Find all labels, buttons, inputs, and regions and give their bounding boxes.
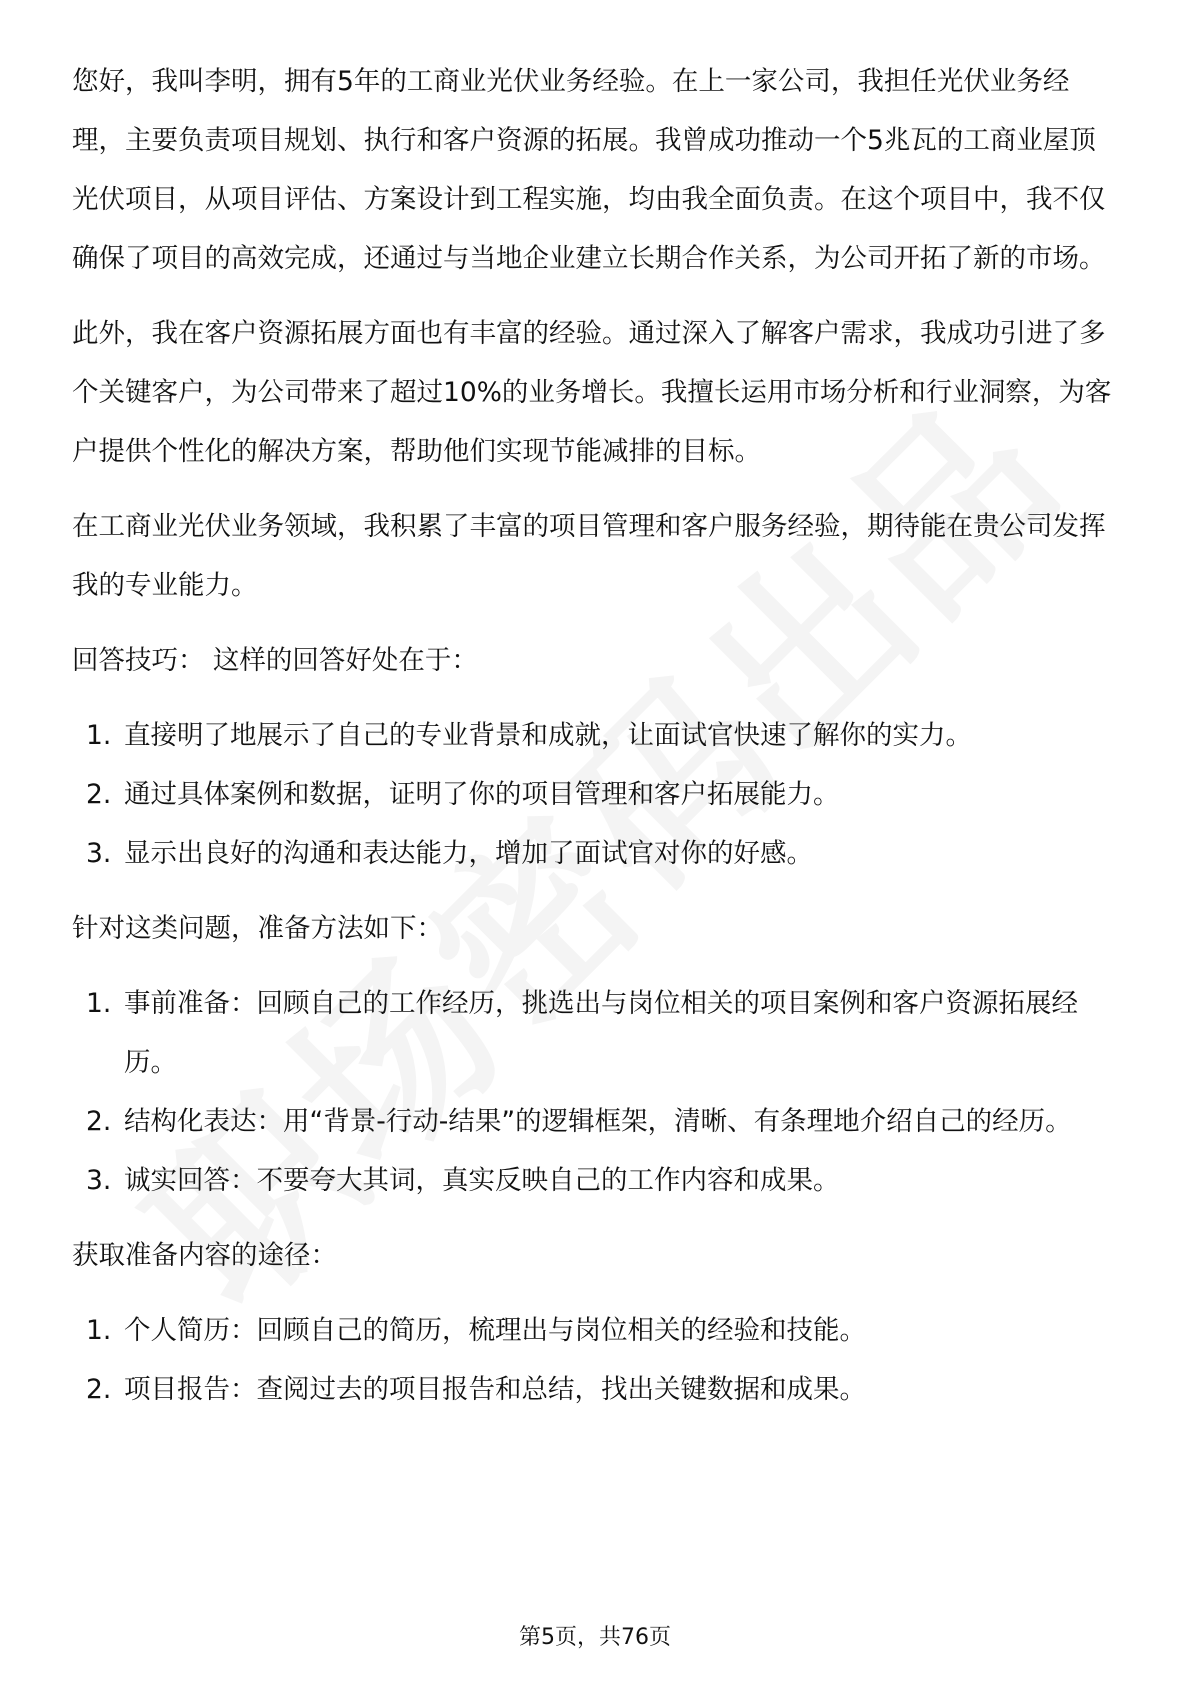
list-number: 1.: [86, 720, 112, 751]
list-item: [72, 1301, 1122, 1360]
list-item: [72, 974, 1122, 1092]
list-text: 项目报告：查阅过去的项目报告和总结，找出关键数据和成果。: [124, 1374, 866, 1405]
paragraph-client: 此外，我在客户资源拓展方面也有丰富的经验。通过深入了解客户需求，我成功引进了多个关键客户，为公司带来了超过10%的业务增长。我擅长运用市场分析和行业洞察，为客户提供个性化的解决方案，帮助他们实现节能减排的目标。: [72, 318, 1112, 467]
list-number: 1.: [86, 1315, 112, 1346]
page-number: 第5页，共76页: [519, 1625, 671, 1650]
paragraph-intro: 您好，我叫李明，拥有5年的工商业光伏业务经验。在上一家公司，我担任光伏业务经理，主要负责项目规划、执行和客户资源的拓展。我曾成功推动一个5兆瓦的工商业屋顶光伏项目，从项目评估、方案设计到工程实施，均由我全面负责。在这个项目中，我不仅确保了项目的高效完成，还通过与当地企业建立长期合作关系，为公司开拓了新的市场。: [72, 66, 1106, 274]
list-text: 通过具体案例和数据，证明了你的项目管理和客户拓展能力。: [124, 779, 840, 810]
list-text: 直接明了地展示了自己的专业背景和成就，让面试官快速了解你的实力。: [124, 720, 972, 751]
list-text: 显示出良好的沟通和表达能力，增加了面试官对你的好感。: [124, 838, 813, 869]
list-number: 2.: [86, 779, 112, 810]
section-heading-sources: 获取准备内容的途径：: [72, 1240, 337, 1271]
list-text: 个人简历：回顾自己的简历，梳理出与岗位相关的经验和技能。: [124, 1315, 866, 1346]
sources-list: [72, 1301, 1122, 1419]
list-number: 3.: [86, 1165, 112, 1196]
paragraph-summary: 在工商业光伏业务领域，我积累了丰富的项目管理和客户服务经验，期待能在贵公司发挥我的专业能力。: [72, 511, 1106, 601]
list-item: [72, 1360, 1122, 1419]
section-heading-prep: 针对这类问题，准备方法如下：: [72, 913, 443, 944]
section-heading-tips: 回答技巧： 这样的回答好处在于：: [72, 645, 478, 676]
list-number: 1.: [86, 988, 112, 1019]
tips-list: [72, 706, 1122, 883]
list-item: [72, 765, 1122, 824]
list-number: 2.: [86, 1374, 112, 1405]
list-item: [72, 1151, 1122, 1210]
list-item: [72, 824, 1122, 883]
list-text: 诚实回答：不要夸大其词，真实反映自己的工作内容和成果。: [124, 1165, 840, 1196]
list-item: [72, 706, 1122, 765]
list-text: 事前准备：回顾自己的工作经历，挑选出与岗位相关的项目案例和客户资源拓展经历。: [124, 988, 1078, 1078]
page-content: [72, 52, 1122, 1435]
list-number: 3.: [86, 838, 112, 869]
list-item: [72, 1092, 1122, 1151]
list-number: 2.: [86, 1106, 112, 1137]
list-text: 结构化表达：用“背景-行动-结果”的逻辑框架，清晰、有条理地介绍自己的经历。: [124, 1106, 1072, 1137]
prep-list: [72, 974, 1122, 1210]
